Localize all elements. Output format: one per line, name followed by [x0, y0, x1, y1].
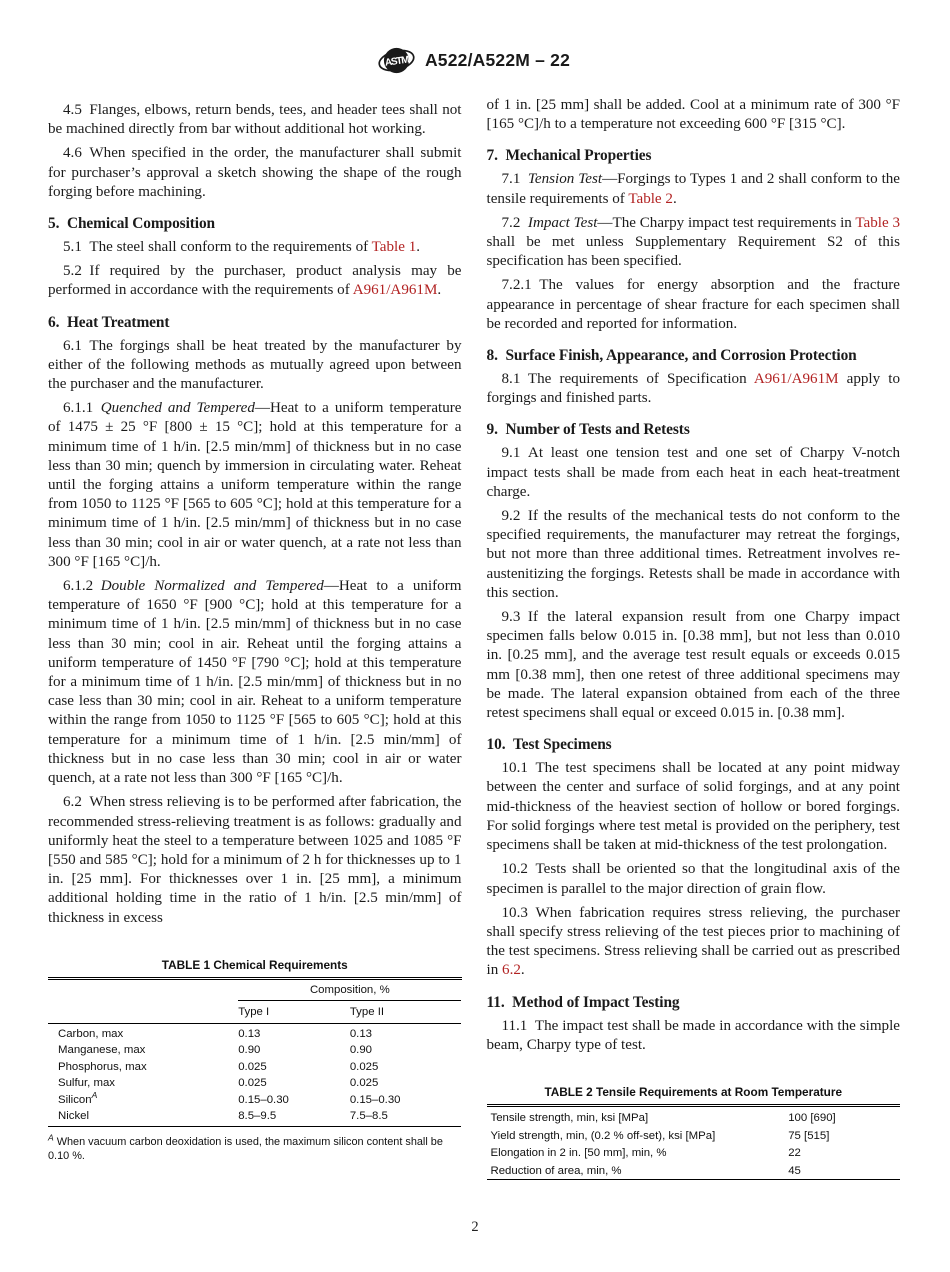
column-header: Type II [349, 1005, 385, 1018]
group-header-rule [238, 1000, 461, 1001]
text-run: 10.3 When fabrication requires stress relieving, the purchaser shall specify stress relieving of the test pieces prior to machining of the test specimens. Stress relieving shall be carried out as prescribed in [486, 904, 900, 979]
italic-term: Tension Test [527, 171, 603, 188]
section-heading: 9. Number of Tests and Retests [486, 421, 690, 439]
row-label-text: Sulfur, max [58, 1077, 115, 1090]
row-label [48, 1026, 238, 1042]
text-run: 6.1.1 [63, 400, 101, 417]
section-heading: 11. Method of Impact Testing [486, 993, 680, 1011]
section-heading: 5. Chemical Composition [48, 215, 215, 233]
text-run: . [416, 239, 421, 256]
cross-reference-link[interactable]: 6.2 [502, 962, 521, 979]
paragraph [48, 238, 462, 257]
paragraph [487, 444, 901, 502]
cross-reference-link[interactable]: Table 1 [371, 239, 417, 256]
paragraph [487, 214, 901, 272]
footnote-marker: A [91, 1089, 98, 1100]
paragraph [48, 262, 462, 300]
table-cell: 0.025 [349, 1060, 379, 1073]
astm-logo-icon [378, 44, 415, 77]
header-bottom-rule [48, 1023, 461, 1024]
text-run: —Heat to a uniform temperature of 1475 ± 25 °F [800 ± 15 °C]; hold at this temperature for a minimum time of 1 h/in. [2.5 min/mm] of thickness but in no case less than 30 min; quench by immersion in circulating water. Reheat until the forging attains a uniform temperature within the range from 1050 to 1125 °F [565 to 605 °C]; hold at this temperature for a minimum time of 1 h/in. [2.5 min/mm] of thickness but in no case less than 30 min; cool in air or water quench, at a rate not less than 300 °F [165 °C]/h. [48, 400, 462, 570]
text-run: 6.1.2 [63, 578, 101, 595]
column-left [48, 96, 462, 1180]
text-run: of 1 in. [25 mm] shall be added. Cool at a minimum rate of 300 °F [165 °C]/h to a temperature not exceeding 600 °F [315 °C]. [486, 97, 900, 133]
table-cell: 0.13 [349, 1027, 373, 1040]
text-run: 6.1 The forgings shall be heat treated by the manufacturer by either of the following methods as mutually agreed upon between the purchaser and the manufacturer. [48, 337, 462, 393]
paragraph [487, 904, 901, 981]
table-cell: 75 [515] [788, 1129, 830, 1142]
row-label-text: Manganese, max [58, 1044, 146, 1057]
paragraph [48, 337, 462, 395]
text-run: 5.1 The steel shall conform to the requirements of [63, 239, 372, 256]
text-run: apply to forgings and finished parts. [486, 371, 900, 407]
row-label [48, 1075, 238, 1091]
cross-reference-link[interactable]: Table 2 [628, 190, 673, 207]
table-bottom-rule [487, 1179, 901, 1180]
text-run: 11.1 The impact test shall be made in accordance with the simple beam, Charpy type of test. [486, 1017, 900, 1053]
text-run: 9.1 At least one tension test and one set of Charpy V-notch impact tests shall be made from each heat in each heat-treatment charge. [486, 445, 900, 500]
table-footnote [48, 1132, 462, 1164]
text-run: 4.5 Flanges, elbows, return bends, tees, and header tees shall not be machined directly from bar without additional hot working. [48, 102, 462, 138]
column-right [487, 96, 901, 1180]
section-heading: 10. Test Specimens [486, 736, 612, 754]
paragraph [487, 507, 901, 603]
paragraph-continuation [487, 96, 901, 134]
paragraph [48, 399, 462, 572]
text-run: 10.2 Tests shall be oriented so that the longitudinal axis of the specimen is parallel to the major direction of grain flow. [486, 861, 900, 897]
text-run: 7.1 [501, 171, 528, 188]
row-label-text: Carbon, max [58, 1027, 124, 1040]
row-label [48, 1108, 238, 1124]
empty-cell [48, 1002, 238, 1022]
empty-cell [48, 980, 238, 999]
table-bottom-rule [48, 1126, 461, 1127]
column-header: Type I [238, 1005, 270, 1018]
astm-logo-text: ASTM [384, 54, 410, 69]
paragraph [487, 860, 901, 898]
row-label: Reduction of area, min, % [490, 1164, 622, 1177]
text-run: 9.3 If the lateral expansion result from one Charpy impact specimen falls below 0.015 in. [0.38 mm], but not less than 0.010 in. [0.25 mm], and the average test result equals or exceeds 0.015 mm [0.38 mm], then one retest of three additional specimens may be made. The lateral expansion obtained from each of the three retest specimens shall equal or exceed 0.015 in. [0.38 mm]. [486, 609, 900, 722]
table-grid [48, 980, 462, 1129]
page-number: 2 [471, 1219, 479, 1235]
italic-term: Quenched and Tempered [100, 400, 255, 417]
table-cell: 100 [690] [788, 1112, 836, 1125]
text-run: . [437, 282, 442, 299]
paragraph [487, 170, 901, 208]
two-column-body [48, 96, 900, 1180]
paragraph [48, 793, 462, 927]
row-label-text: Phosphorus, max [58, 1060, 147, 1073]
row-label [48, 1059, 238, 1075]
column-group-header: Composition, % [309, 984, 390, 997]
table-cell: 8.5–9.5 [238, 1109, 277, 1122]
paragraph [48, 577, 462, 788]
row-label: Yield strength, min, (0.2 % off-set), ksi [MPa] [490, 1129, 716, 1142]
table-cell: 0.13 [238, 1027, 261, 1040]
cross-reference-link[interactable]: A961/A961M [352, 282, 438, 299]
row-label: Elongation in 2 in. [50 mm], min, % [490, 1147, 667, 1160]
table-cell: 45 [788, 1164, 801, 1177]
document-title: A522/A522M – 22 [424, 49, 571, 70]
table-cell: 0.15–0.30 [349, 1093, 401, 1106]
row-label-text: Nickel [58, 1109, 90, 1122]
text-run: 7.2.1 The values for energy absorption and the fracture appearance in percentage of shear fracture for each specimen shall be recorded and reported for information. [486, 277, 900, 332]
table-cell: 0.15–0.30 [238, 1093, 289, 1106]
table-cell: 7.5–8.5 [349, 1109, 388, 1122]
text-run: 4.6 When specified in the order, the manufacturer shall submit for purchaser’s approval a sketch showing the shape of the rough forging before machining. [48, 145, 462, 200]
footnote-marker: A [48, 1132, 54, 1143]
table-cell: 0.90 [349, 1044, 373, 1057]
text-run: 6.2 When stress relieving is to be performed after fabrication, the recommended stress-relieving treatment is as follows: gradually and uniformly heat the steel to a temperature between 1025 and 1085 °F [550 and 585 °C]; hold for a minimum of 2 h for thicknesses up to 1 in. [25 mm]. For thicknesses over 1 in. [25 mm], a minimum additional holding time in the ratio of 1 h/in. [2.5 min/mm] of thickness in excess [48, 794, 462, 926]
table-cell: 0.025 [238, 1077, 267, 1090]
table-2-tensile-requirements [487, 1085, 901, 1181]
paragraph [48, 144, 462, 202]
cross-reference-link[interactable]: Table 3 [855, 214, 900, 231]
text-run: 9.2 If the results of the mechanical tests do not conform to the specified requirements, the manufacturer may retreat the forgings, but not more than three additional times. Retreatment involves re-austenitizing the forgings. Retests shall be made in accordance with this section. [486, 508, 900, 601]
section-heading: 6. Heat Treatment [48, 313, 170, 331]
paragraph [487, 370, 901, 408]
table-cell: 0.025 [349, 1077, 379, 1090]
table-title: TABLE 1 Chemical Requirements [161, 957, 348, 972]
row-label [48, 1042, 238, 1058]
paragraph [487, 276, 901, 334]
italic-term: Double Normalized and Tempered [100, 578, 324, 595]
table-1-chemical-requirements [48, 958, 462, 1164]
table-cell: 0.025 [238, 1060, 267, 1073]
row-label-text: Silicon [58, 1093, 92, 1106]
table-title: TABLE 2 Tensile Requirements at Room Temperature [544, 1084, 843, 1099]
document-header [48, 40, 900, 80]
paragraph [487, 759, 901, 855]
text-run: 10.1 The test specimens shall be located at any point midway between the center and surface of solid forgings, and at any point mid-thickness of the heaviest section of hollow or bored forgings. For solid forgings where test metal is provided on the periphery, test specimens shall be taken at mid-thickness of the test prolongation. [486, 760, 900, 854]
text-run: 7.2 [501, 214, 528, 231]
text-run: —The Charpy impact test requirements in [597, 214, 856, 231]
text-run: 8.1 The requirements of Specification [501, 371, 754, 388]
footnote-text: When vacuum carbon deoxidation is used, the maximum silicon content shall be 0.10 %. [48, 1136, 443, 1163]
text-run: . [672, 190, 677, 207]
text-run: —Heat to a uniform temperature of 1650 °F [900 °C]; hold at this temperature for a minimum time of 1 h/in. [2.5 min/mm] of thickness but in no case less than 30 min; cool in air. Reheat until the forging attains a uniform temperature of 1450 °F [790 °C]; hold at this temperature for a minimum time of 1 h/in. [2.5 min/mm] of thickness but in no case less than 30 min; cool in air. Reheat to a uniform temperature within the range from 1050 to 1125 °F [565 to 605 °C]; hold at this temperature for a minimum time of 1 h/in. [2.5 min/mm] of thickness but in no case less than 30 min; cool in air or water quench, at a rate not less than 300 °F [165 °C]/h. [48, 578, 462, 787]
paragraph [487, 1017, 901, 1055]
section-heading: 7. Mechanical Properties [486, 147, 652, 165]
section-heading: 8. Surface Finish, Appearance, and Corrosion Protection [486, 347, 857, 365]
row-label: Tensile strength, min, ksi [MPa] [490, 1112, 649, 1125]
italic-term: Impact Test [527, 214, 598, 231]
paragraph [48, 101, 462, 139]
row-label [48, 1089, 238, 1108]
text-run: 5.2 If required by the purchaser, product analysis may be performed in accordance with the requirements of [48, 263, 462, 299]
cross-reference-link[interactable]: A961/A961M [753, 371, 839, 388]
table-cell: 22 [788, 1147, 801, 1160]
text-run: shall be met unless Supplementary Requirement S2 of this specification has been specified. [486, 234, 900, 270]
text-run: . [520, 962, 525, 979]
paragraph [487, 608, 901, 723]
text-run: —Forgings to Types 1 and 2 shall conform to the tensile requirements of [486, 171, 901, 207]
table-grid [487, 1107, 901, 1179]
table-cell: 0.90 [238, 1044, 261, 1057]
